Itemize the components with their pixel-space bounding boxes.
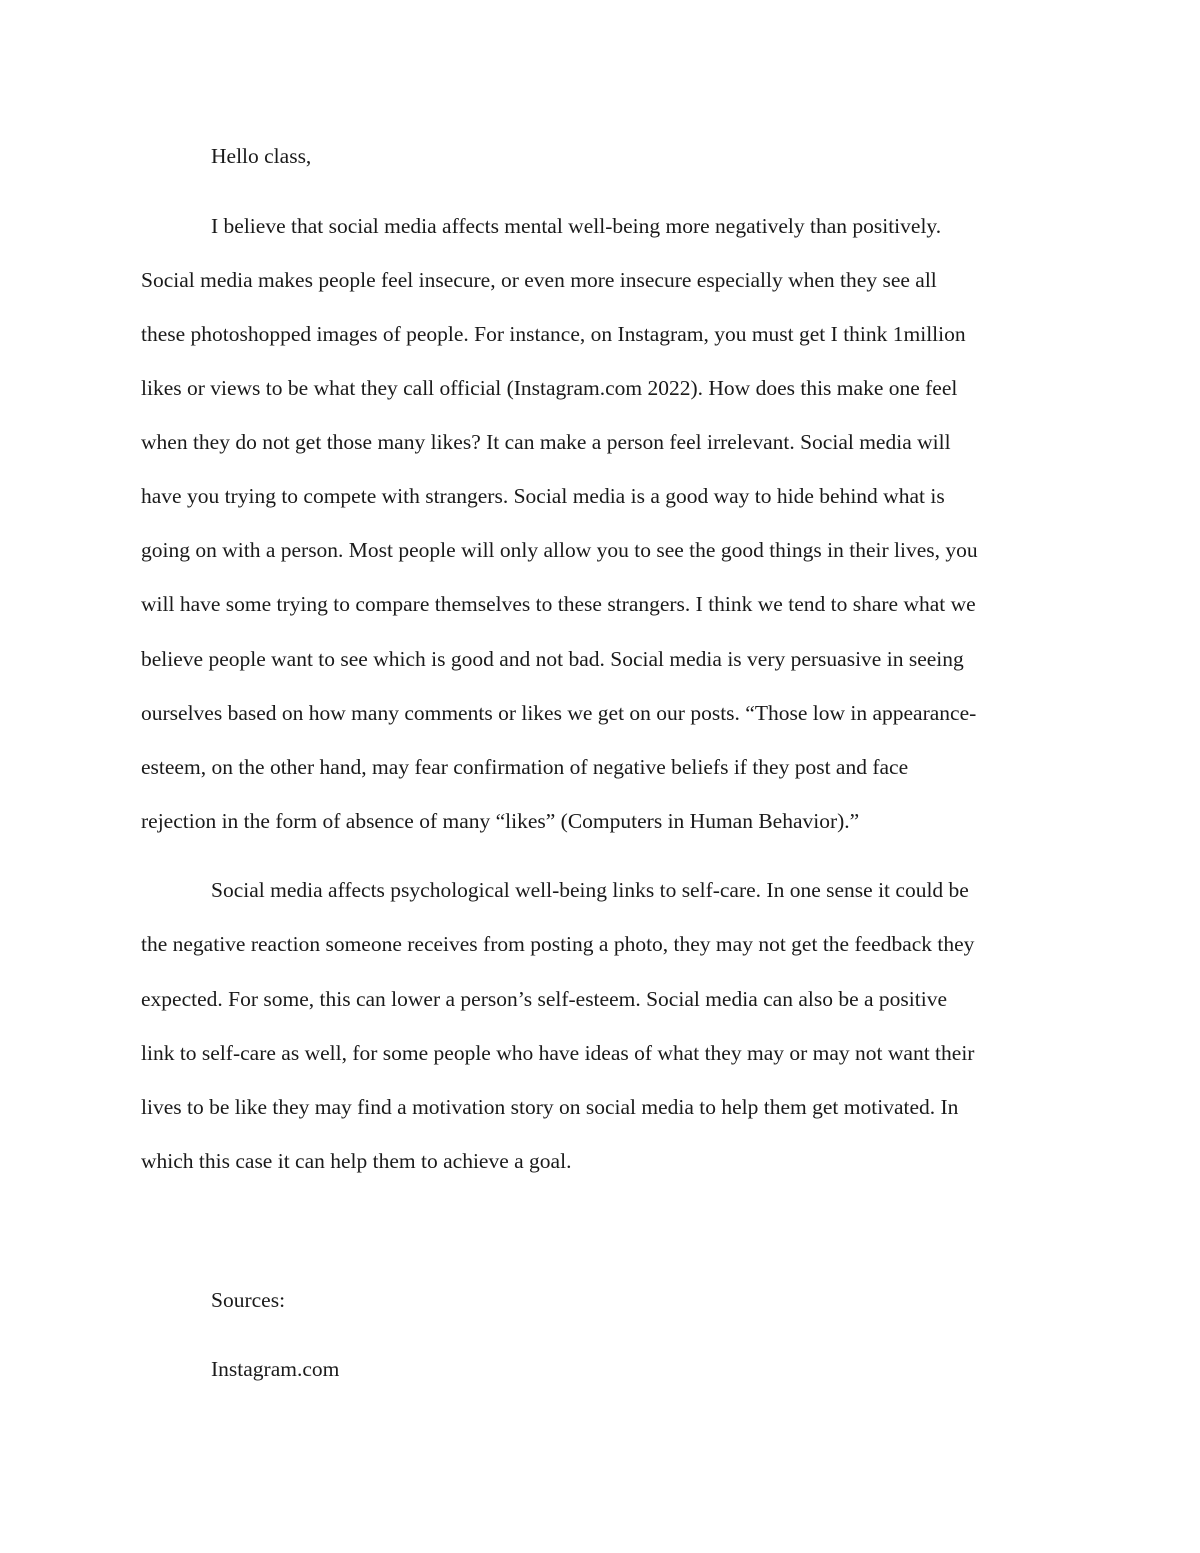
paragraph-2-line: which this case it can help them to achieve a goal.	[141, 1149, 572, 1173]
sources-heading: Sources:	[211, 1288, 286, 1312]
paragraph-1-line: Social media makes people feel insecure, or even more insecure especially when they see all	[141, 268, 937, 292]
paragraph-2-line: link to self-care as well, for some people who have ideas of what they may or may not want their	[141, 1041, 975, 1065]
paragraph-1-line: these photoshopped images of people. For instance, on Instagram, you must get I think 1million	[141, 322, 966, 346]
paragraph-1-line: will have some trying to compare themselves to these strangers. I think we tend to share what we	[141, 592, 976, 616]
paragraph-2-line: expected. For some, this can lower a person’s self-esteem. Social media can also be a positive	[141, 987, 947, 1011]
source-item: Instagram.com	[211, 1357, 340, 1381]
paragraph-2-line: Social media affects psychological well-being links to self-care. In one sense it could be	[211, 878, 969, 902]
paragraph-1-line: rejection in the form of absence of many “likes” (Computers in Human Behavior).”	[141, 809, 860, 833]
paragraph-1-line: have you trying to compete with strangers. Social media is a good way to hide behind what is	[141, 484, 945, 508]
paragraph-1-line: likes or views to be what they call official (Instagram.com 2022). How does this make one feel	[141, 376, 958, 400]
greeting: Hello class,	[211, 144, 312, 168]
paragraph-2-line: lives to be like they may find a motivation story on social media to help them get motivated. In	[141, 1095, 959, 1119]
paragraph-2-line: the negative reaction someone receives from posting a photo, they may not get the feedback they	[141, 932, 975, 956]
paragraph-1-line: when they do not get those many likes? It can make a person feel irrelevant. Social media will	[141, 430, 951, 454]
paragraph-1-line: I believe that social media affects mental well-being more negatively than positively.	[211, 214, 942, 238]
paragraph-1-line: believe people want to see which is good and not bad. Social media is very persuasive in seeing	[141, 647, 964, 671]
paragraph-1-line: esteem, on the other hand, may fear confirmation of negative beliefs if they post and face	[141, 755, 909, 779]
paragraph-1-line: ourselves based on how many comments or likes we get on our posts. “Those low in appearance-	[141, 701, 977, 725]
paragraph-1-line: going on with a person. Most people will only allow you to see the good things in their lives, you	[141, 538, 978, 562]
